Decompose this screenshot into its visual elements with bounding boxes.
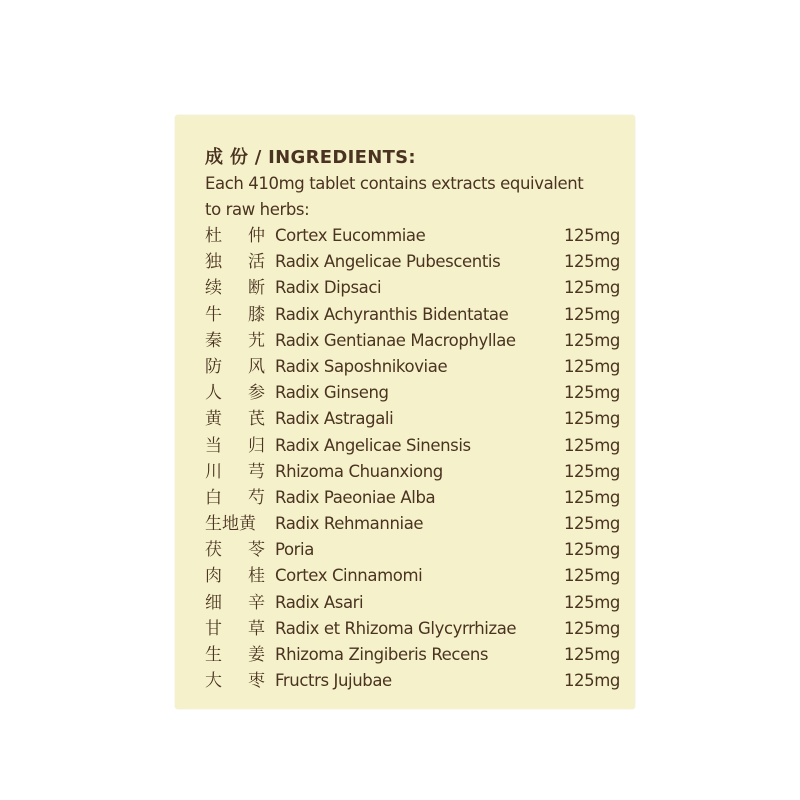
- ingredients-heading: 成 份 / INGREDIENTS:: [205, 147, 416, 168]
- ingredient-latin-name: Radix Ginseng: [275, 383, 389, 403]
- ingredient-dose: 125mg: [563, 278, 620, 298]
- ingredients-label-panel: [175, 115, 635, 709]
- ingredient-dose: 125mg: [563, 409, 620, 429]
- ingredient-dose: 125mg: [563, 540, 620, 560]
- ingredient-dose: 125mg: [563, 645, 620, 664]
- ingredient-latin-name: Radix et Rhizoma Glycyrrhizae: [275, 618, 517, 638]
- ingredient-latin-name: Radix Gentianae Macrophyllae: [275, 330, 516, 350]
- ingredient-row: [205, 249, 620, 275]
- ingredient-row: [205, 223, 620, 249]
- ingredient-row: [205, 537, 620, 563]
- ingredient-list: [205, 223, 620, 694]
- ingredient-chinese-name: 川 芎: [205, 461, 265, 482]
- ingredient-row: [205, 275, 620, 301]
- intro-line-2: to raw herbs:: [205, 200, 310, 219]
- ingredient-chinese-name: 甘 草: [205, 618, 265, 639]
- ingredient-latin-name: Radix Astragali: [275, 409, 394, 429]
- ingredient-dose: 125mg: [563, 487, 620, 507]
- ingredient-dose: 125mg: [563, 461, 620, 481]
- ingredient-latin-name: Cortex Eucommiae: [275, 226, 426, 245]
- ingredient-chinese-name: 肉 桂: [205, 566, 265, 587]
- ingredient-chinese-name: 黄 芪: [205, 409, 265, 430]
- ingredient-chinese-name: 牛 膝: [205, 304, 265, 325]
- ingredient-dose: 125mg: [563, 383, 620, 403]
- ingredient-dose: 125mg: [563, 252, 620, 272]
- ingredient-row: [205, 328, 620, 354]
- ingredient-latin-name: Radix Rehmanniae: [275, 514, 424, 534]
- ingredient-chinese-name: 防 风: [205, 356, 265, 377]
- ingredient-latin-name: Poria: [275, 540, 314, 560]
- ingredient-chinese-name: 独 活: [205, 252, 265, 273]
- ingredient-dose: 125mg: [563, 618, 620, 638]
- ingredient-latin-name: Rhizoma Zingiberis Recens: [275, 645, 489, 664]
- ingredient-row: [205, 616, 620, 642]
- ingredient-dose: 125mg: [563, 435, 620, 455]
- ingredient-dose: 125mg: [563, 304, 620, 324]
- ingredient-latin-name: Radix Achyranthis Bidentatae: [275, 304, 509, 324]
- ingredient-dose: 125mg: [563, 226, 620, 245]
- ingredient-chinese-name: 续 断: [205, 278, 265, 299]
- ingredient-row: [205, 668, 620, 694]
- ingredient-chinese-name: 大 枣: [205, 671, 265, 692]
- ingredient-chinese-name: 白 芍: [205, 487, 265, 508]
- ingredient-latin-name: Radix Asari: [275, 592, 364, 612]
- ingredient-chinese-name: 生地黄: [205, 514, 256, 535]
- ingredients-content: [205, 145, 620, 694]
- intro-line-1: Each 410mg tablet contains extracts equivalent: [205, 174, 584, 193]
- ingredient-row: [205, 459, 620, 485]
- ingredient-row: [205, 642, 620, 668]
- ingredient-latin-name: Rhizoma Chuanxiong: [275, 461, 443, 481]
- ingredient-chinese-name: 人 参: [205, 383, 265, 404]
- ingredient-latin-name: Radix Angelicae Pubescentis: [275, 252, 501, 272]
- ingredient-latin-name: Cortex Cinnamomi: [275, 566, 423, 586]
- ingredient-row: [205, 511, 620, 537]
- ingredient-dose: 125mg: [563, 592, 620, 612]
- ingredient-row: [205, 354, 620, 380]
- ingredient-chinese-name: 当 归: [205, 435, 265, 456]
- ingredient-dose: 125mg: [563, 566, 620, 586]
- ingredient-latin-name: Fructrs Jujubae: [275, 671, 392, 691]
- ingredient-dose: 125mg: [563, 356, 620, 376]
- ingredient-latin-name: Radix Paeoniae Alba: [275, 487, 436, 507]
- ingredient-chinese-name: 茯 苓: [205, 540, 265, 561]
- ingredient-latin-name: Radix Dipsaci: [275, 278, 382, 298]
- ingredient-chinese-name: 生 姜: [205, 645, 265, 665]
- ingredient-row: [205, 433, 620, 459]
- ingredient-row: [205, 485, 620, 511]
- ingredient-row: [205, 380, 620, 406]
- ingredient-dose: 125mg: [563, 514, 620, 534]
- ingredient-dose: 125mg: [563, 671, 620, 691]
- ingredient-dose: 125mg: [563, 330, 620, 350]
- ingredient-latin-name: Radix Angelicae Sinensis: [275, 435, 471, 455]
- ingredient-row: [205, 406, 620, 432]
- ingredient-chinese-name: 杜 仲: [205, 226, 265, 246]
- ingredient-chinese-name: 秦 艽: [205, 330, 265, 351]
- ingredient-latin-name: Radix Saposhnikoviae: [275, 356, 448, 376]
- ingredient-row: [205, 563, 620, 589]
- ingredient-row: [205, 302, 620, 328]
- ingredient-chinese-name: 细 辛: [205, 592, 265, 613]
- ingredient-row: [205, 590, 620, 616]
